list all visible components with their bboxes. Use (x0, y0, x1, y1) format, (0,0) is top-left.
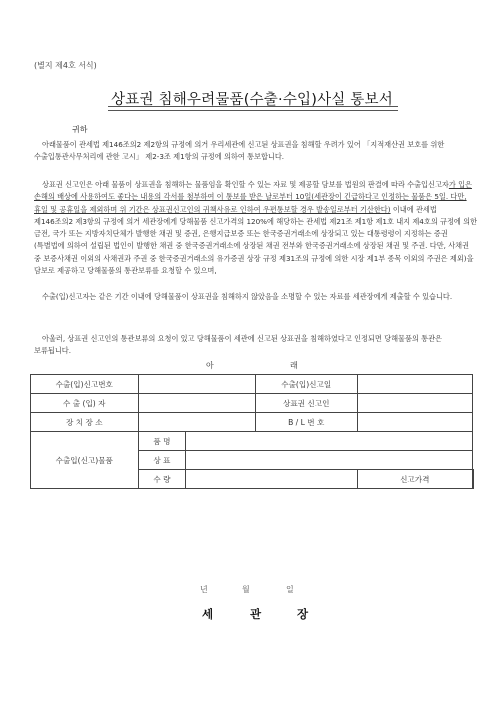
table-row (31, 413, 474, 432)
trademark-label: 상 표 (138, 451, 186, 470)
storage-location-value (138, 413, 255, 432)
date-day-label: 일 (286, 585, 294, 594)
item-name-label: 품 명 (138, 432, 186, 451)
goods-label: 수출입(신고)물품 (31, 432, 139, 489)
date-year-label: 년 (200, 585, 208, 594)
trademark-reporter-label: 상표권 신고인 (255, 394, 357, 413)
goods-info-table (30, 374, 474, 489)
notice-paragraph-2 (34, 179, 478, 277)
item-name-value (186, 432, 473, 451)
paragraph-2-part-1: 상표권 신고인은 아래 물품이 상표권을 침해하는 물품임을 확인할 수 있는 자료 및 제공할 담보를 법원의 판결에 따라 수출입신고자 (42, 180, 449, 189)
signer-char-2: 관 (250, 607, 262, 621)
addressee-label: 귀하 (72, 125, 88, 134)
signer-char-1: 세 (202, 607, 214, 621)
quantity-value (186, 470, 357, 489)
declaration-number-label: 수출(입)신고번호 (31, 375, 139, 394)
section-heading-left: 아 (206, 361, 214, 370)
declared-price-value (473, 470, 474, 489)
bl-number-label: B / L 번 호 (255, 413, 357, 432)
table-row (31, 375, 474, 394)
exporter-importer-value (138, 394, 255, 413)
date-month-label: 월 (242, 585, 250, 594)
notice-paragraph-1: 아래물품이 관세법 제146조의2 제2항의 규정에 의거 우리세관에 신고된 상표권을 침해할 우려가 있어 「지적재산권 보호를 위한 수출입통관사무처리에 관한 고시」 제2-3조 제1항의 규정에 의하여 통보합니다. (34, 140, 445, 162)
document-title: 상표권 침해우려물품(수출·수입)사실 통보서 (111, 92, 393, 108)
trademark-value (186, 451, 473, 470)
declared-price-label: 신고가격 (357, 470, 473, 489)
paragraph-2-part-3: 이내에 관세법 제146조의2 제3항의 규정에 의거 세관장에게 당해물품 신고가격의 120%에 해당하는 관세법 제21조 제1항 제1호 내지 제4호의 규정에 의한 금전, 국가 또는 지방자치단체가 발행한 채권 및 증권, 은행지급보증 또는 한국증권거래소에 상장되고 있는 대통령령이 지정하는 증권(특별법에 의하여 설립된 법인이 발행한 채권 중 한국증권거래소에 상장된 채권 전부와 한국증권거래소에 상장된 채권 및 주권. 다만, 사채권 중 보증사채권 이외의 사채권과 주권 중 한국증권거래소의 유가증권 상장 규정 제31조의 규정에 의한 시장 제1부 종목 이외의 주권은 제외)을 담보로 제공하고 당해물품의 통관보류를 요청할 수 있으며, (34, 204, 478, 276)
trademark-reporter-value (357, 394, 473, 413)
signer-char-3: 장 (297, 607, 309, 621)
storage-location-label: 장 치 장 소 (31, 413, 139, 432)
table-row (31, 432, 474, 451)
notice-paragraph-3: 수출(입)신고자는 같은 기간 이내에 당해물품이 상표권을 침해하지 않았음을 소명할 수 있는 자료를 세관장에게 제출할 수 있습니다. (42, 292, 453, 301)
paragraph-2-deadline-clause: 가 입은 손해의 배상에 사용하여도 좋다는 내용의 각서를 첨부하여 이 통보를 받은 날로부터 10일(세관장이 긴급하다고 인정하는 물품은 5일. 다만, 휴일 및 공휴일을 제외하며 위 기간은 상표권신고인의 귀책사유로 인하여 우편통보할 경우 발송일로부터 기산한다) (34, 180, 472, 214)
section-heading-right: 래 (290, 361, 298, 370)
declaration-number-value (138, 375, 255, 394)
quantity-label: 수 량 (138, 470, 186, 489)
title-double-underline (108, 106, 398, 111)
form-number: (별지 제4호 서식) (34, 61, 97, 70)
bl-number-value (357, 413, 473, 432)
declaration-date-label: 수출(입)신고일 (255, 375, 357, 394)
table-row (31, 394, 474, 413)
notice-paragraph-4: 아울러, 상표권 신고인의 통관보류의 요청이 있고 당해물품이 세관에 신고된 상표권을 침해하였다고 인정되면 당해물품의 통관은 보류됩니다. (34, 334, 442, 356)
declaration-date-value (357, 375, 473, 394)
exporter-importer-label: 수 출 (입) 자 (31, 394, 139, 413)
